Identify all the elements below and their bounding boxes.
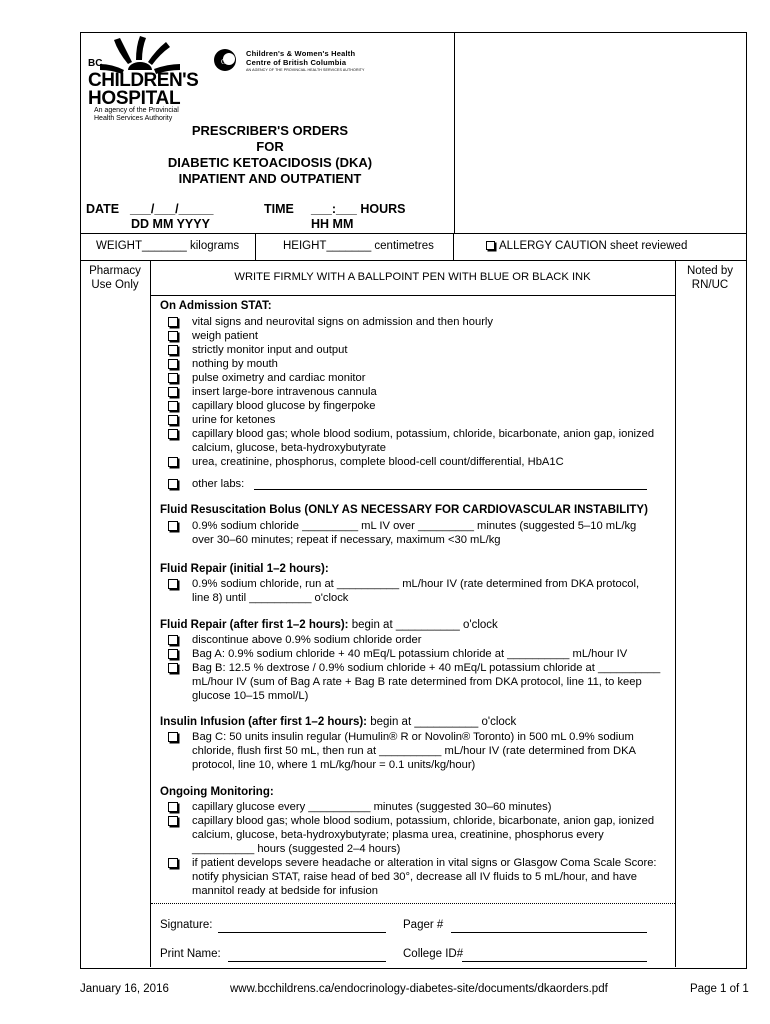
signature-separator	[151, 903, 675, 904]
pager-line[interactable]	[451, 932, 647, 933]
checklist-item-text: weigh patient	[192, 330, 258, 342]
allergy-checkbox[interactable]	[486, 241, 495, 250]
cw-line2: Centre of British Columbia	[246, 58, 347, 67]
logo-agency-line2: Health Services Authority	[94, 115, 173, 122]
hline-weight-bottom	[80, 260, 746, 261]
date-format: DD MM YYYY	[131, 217, 210, 231]
checklist-item[interactable]	[168, 455, 668, 469]
repair1-heading: Fluid Repair (initial 1–2 hours):	[160, 563, 329, 575]
checklist-item-text: urea, creatinine, phosphorus, complete blood-cell count/differential, HbA1C	[192, 456, 564, 468]
checkbox[interactable]	[168, 429, 178, 439]
admission-heading: On Admission STAT:	[160, 300, 272, 312]
repair1-item[interactable]	[168, 577, 658, 605]
checklist-item-text: capillary blood glucose by fingerpoke	[192, 400, 376, 412]
checklist-item[interactable]	[168, 413, 668, 427]
allergy-label: ALLERGY CAUTION sheet reviewed	[499, 240, 688, 252]
checklist-item-text: nothing by mouth	[192, 358, 278, 370]
checklist-item-text: Bag A: 0.9% sodium chloride + 40 mEq/L potassium chloride at __________ mL/hour IV	[192, 648, 628, 660]
weight-divider-2	[453, 233, 454, 260]
weight-divider-1	[255, 233, 256, 260]
logo-bc: BC	[88, 58, 103, 69]
time-format: HH MM	[311, 217, 354, 231]
bolus-item[interactable]	[168, 519, 658, 547]
form-title-line2: FOR	[256, 139, 284, 154]
insulin-heading-row	[160, 716, 516, 728]
repair2-heading-tail: begin at __________ o'clock	[348, 619, 498, 631]
insulin-heading: Insulin Infusion (after first 1–2 hours):	[160, 716, 368, 728]
repair2-heading-row	[160, 619, 498, 631]
footer-page: Page 1 of 1	[690, 983, 749, 995]
noted-by: Noted by RN/UC	[686, 265, 734, 291]
cw-emblem-icon	[212, 47, 242, 73]
footer-date: January 16, 2016	[80, 983, 169, 995]
pharmacy-use-only: Pharmacy Use Only	[89, 265, 141, 291]
checklist-item-text: capillary blood gas; whole blood sodium, potassium, chloride, bicarbonate, anion gap, ionized calcium, glucose, beta-hydroxybutyrate; plasma urea, creatinine, phosphorus every __________ hours (suggested 2–4 hours)	[192, 815, 655, 855]
logo-agency-line1: An agency of the Provincial	[94, 107, 179, 114]
print-name-line[interactable]	[228, 961, 386, 962]
insulin-item[interactable]	[168, 730, 658, 772]
checklist-item-text: vital signs and neurovital signs on admission and then hourly	[192, 316, 493, 328]
print-name-label: Print Name:	[160, 948, 221, 960]
time-input[interactable]: ___:___ HOURS	[311, 202, 406, 216]
allergy-caution[interactable]	[486, 240, 687, 252]
checklist-item-text: discontinue above 0.9% sodium chloride order	[192, 634, 422, 646]
checklist-item[interactable]	[168, 856, 668, 898]
bolus-heading: Fluid Resuscitation Bolus (ONLY AS NECESSARY FOR CARDIOVASCULAR INSTABILITY)	[160, 504, 648, 516]
checkbox[interactable]	[168, 663, 178, 673]
checklist-item[interactable]	[168, 399, 668, 413]
bc-childrens-logo	[88, 34, 199, 124]
time-label: TIME	[264, 202, 294, 216]
checklist-item[interactable]	[168, 427, 668, 455]
checkbox[interactable]	[168, 373, 178, 383]
height-field[interactable]: HEIGHT_______ centimetres	[283, 240, 434, 252]
hline-date-bottom	[80, 233, 746, 234]
insulin-text: Bag C: 50 units insulin regular (Humulin® R or Novolin® Toronto) in 500 mL 0.9% sodium chloride, flush first 50 mL, then run at __________ mL/hour IV (rate determined from DKA protocol, line 10, where 1 mL/kg/hour = 0.1 units/kg/hour)	[192, 731, 636, 771]
repair1-checkbox[interactable]	[168, 579, 178, 589]
checklist-item[interactable]	[168, 343, 668, 357]
repair1-text: 0.9% sodium chloride, run at __________ mL/hour IV (rate determined from DKA protocol, line 8) until __________ o'clock	[192, 578, 640, 604]
checklist-item[interactable]	[168, 661, 668, 703]
other-labs-line[interactable]	[254, 489, 647, 490]
repair2-heading: Fluid Repair (after first 1–2 hours):	[160, 619, 349, 631]
college-id-line[interactable]	[462, 961, 647, 962]
monitoring-heading: Ongoing Monitoring:	[160, 786, 274, 798]
checkbox[interactable]	[168, 359, 178, 369]
checklist-item[interactable]	[168, 647, 668, 661]
checklist-item-text: insert large-bore intravenous cannula	[192, 386, 377, 398]
cw-line3: AN AGENCY OF THE PROVINCIAL HEALTH SERVICES AUTHORITY	[246, 68, 365, 72]
checklist-item-text: pulse oximetry and cardiac monitor	[192, 372, 366, 384]
checkbox[interactable]	[168, 457, 178, 467]
noted-column-line	[675, 260, 676, 967]
form-title-line1: PRESCRIBER'S ORDERS	[191, 123, 349, 138]
weight-field[interactable]: WEIGHT_______ kilograms	[96, 240, 240, 252]
signature-line[interactable]	[218, 932, 386, 933]
checklist-item[interactable]	[168, 315, 668, 329]
hline-header-row-bottom	[150, 295, 675, 296]
checklist-item-text: strictly monitor input and output	[192, 344, 348, 356]
checkbox[interactable]	[168, 415, 178, 425]
cw-line1: Children's & Women's Health	[246, 49, 356, 58]
checklist-item[interactable]	[168, 329, 668, 343]
checklist-item-text: capillary glucose every __________ minutes (suggested 30–60 minutes)	[192, 801, 552, 813]
insulin-checkbox[interactable]	[168, 732, 178, 742]
checklist-item[interactable]	[168, 357, 668, 371]
checkbox[interactable]	[168, 802, 178, 812]
date-label: DATE	[86, 202, 120, 216]
logo-name-line1: CHILDREN'S	[88, 70, 199, 91]
form-title	[110, 123, 430, 187]
checklist-item-text: other labs:	[192, 478, 245, 490]
checkbox[interactable]	[168, 387, 178, 397]
checklist-item-text: urine for ketones	[192, 414, 276, 426]
form-title-line4: INPATIENT AND OUTPATIENT	[178, 171, 362, 186]
checklist-item[interactable]	[168, 633, 668, 647]
checklist-item[interactable]	[168, 800, 668, 814]
form-title-line3: DIABETIC KETOACIDOSIS (DKA)	[167, 155, 373, 170]
checklist-item[interactable]	[168, 814, 668, 856]
cw-logo	[212, 47, 412, 77]
checkbox[interactable]	[168, 858, 178, 868]
checkbox[interactable]	[168, 317, 178, 327]
college-id-label: College ID#	[403, 948, 464, 960]
ink-instruction: WRITE FIRMLY WITH A BALLPOINT PEN WITH BLUE OR BLACK INK	[234, 271, 591, 283]
pharmacy-column-line	[150, 260, 151, 967]
checkbox[interactable]	[168, 479, 178, 489]
insulin-heading-tail: begin at __________ o'clock	[367, 716, 517, 728]
footer-url[interactable]: www.bcchildrens.ca/endocrinology-diabetes-site/documents/dkaorders.pdf	[230, 983, 608, 995]
checklist-item-text: if patient develops severe headache or alteration in vital signs or Glasgow Coma Scale Score: notify physician STAT, raise head of bed 30°, decrease all IV fluids to 5 mL/hour, and have mannitol ready at bedside for infusion	[192, 857, 657, 897]
header-divider	[454, 32, 455, 233]
checkbox[interactable]	[168, 635, 178, 645]
checkbox[interactable]	[168, 816, 178, 826]
logo-name-line2: HOSPITAL	[88, 88, 181, 109]
checklist-item[interactable]	[168, 371, 668, 385]
signature-label: Signature:	[160, 919, 213, 931]
bolus-checkbox[interactable]	[168, 521, 178, 531]
checkbox[interactable]	[168, 331, 178, 341]
bolus-text: 0.9% sodium chloride _________ mL IV over _________ minutes (suggested 5–10 mL/kg over 30–60 minutes; repeat if necessary, maximum <30 mL/kg	[192, 520, 637, 546]
checklist-item-text: capillary blood gas; whole blood sodium, potassium, chloride, bicarbonate, anion gap, ionized calcium, glucose, beta-hydroxybutyrate	[192, 428, 655, 454]
date-input[interactable]: ___/___/_____	[130, 202, 214, 216]
checkbox[interactable]	[168, 345, 178, 355]
checklist-item-text: Bag B: 12.5 % dextrose / 0.9% sodium chloride + 40 mEq/L potassium chloride at __________ mL/hour IV (sum of Bag A rate + Bag B rate determined from DKA protocol, line 11, to keep glucose 10–15 mmol/L)	[192, 662, 661, 702]
checkbox[interactable]	[168, 649, 178, 659]
svg-text:C: C	[221, 58, 226, 66]
pager-label: Pager #	[403, 919, 444, 931]
checkbox[interactable]	[168, 401, 178, 411]
checklist-item[interactable]	[168, 385, 668, 399]
